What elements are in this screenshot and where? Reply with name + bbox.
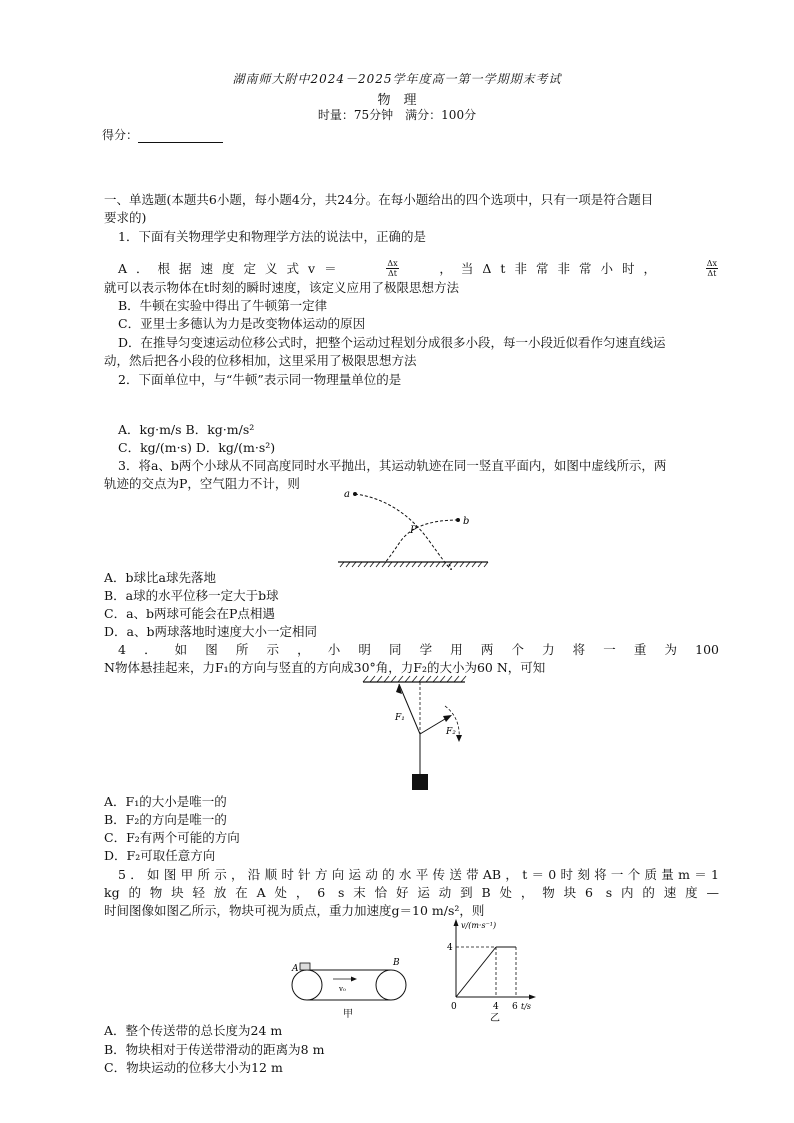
q5-graph-tick-x6: 6 bbox=[512, 1002, 518, 1012]
q4-stem-line1 bbox=[118, 641, 719, 659]
q5-pulley-left bbox=[292, 970, 322, 1000]
q5-caption-yi: 乙 bbox=[490, 1013, 500, 1023]
q4-ceiling-hatch bbox=[363, 676, 466, 682]
q5-graph-xlabel: t/s bbox=[521, 1002, 532, 1011]
q3-ball-a bbox=[353, 492, 357, 496]
q3-trajectory-b bbox=[385, 520, 458, 562]
q2-options-cd: C．kg/(m·s) D．kg/(m·s²) bbox=[118, 440, 276, 455]
q1-fraction-num: Δx bbox=[387, 259, 398, 268]
q3-label-b: b bbox=[463, 516, 470, 527]
score-label-text: 得分： bbox=[102, 128, 139, 142]
q5-pulley-right bbox=[376, 970, 406, 1000]
q3-option-a: A．b球比a球先落地 bbox=[104, 570, 216, 585]
q1-fraction-2 bbox=[706, 259, 718, 278]
q5-option-b: B．物块相对于传送带滑动的距离为8 m bbox=[104, 1042, 325, 1057]
q1-option-d-line1: D．在推导匀变速运动位移公式时，把整个运动过程划分成很多小段，每一小段近似看作匀速直线运 bbox=[118, 335, 666, 350]
q4-weight-block bbox=[412, 774, 428, 790]
q5-graph-ylabel: v/(m·s⁻¹) bbox=[461, 921, 497, 930]
q5-graph-tick-y4: 4 bbox=[447, 943, 453, 953]
q4-stem-line1-text: 4．如图所示，小明同学用两个力将一重为100 bbox=[118, 642, 719, 657]
q3-stem-line1: 3．将a、b两个小球从不同高度同时水平抛出，其运动轨迹在同一竖直平面内，如图中虚线所示，两 bbox=[118, 458, 667, 473]
q5-belt-velocity-arrow bbox=[351, 977, 357, 982]
q5-graph-tick-x4: 4 bbox=[493, 1002, 499, 1012]
q5-stem-line2-text: kg的物块轻放在A处，6 s末恰好运动到B处，物块6 s内的速度— bbox=[104, 885, 719, 900]
q3-trajectory-a bbox=[355, 494, 451, 570]
q4-label-f1: F₁ bbox=[395, 713, 405, 723]
q1-option-b: B．牛顿在实验中得出了牛顿第一定律 bbox=[118, 298, 328, 313]
q5-graph-y-arrow bbox=[454, 919, 459, 926]
q3-option-d: D．a、b两球落地时速度大小一定相同 bbox=[104, 624, 317, 639]
q1-option-c: C．亚里士多德认为力是改变物体运动的原因 bbox=[118, 316, 366, 331]
q3-ground-hatch bbox=[340, 562, 488, 567]
q5-stem-line2 bbox=[104, 884, 719, 902]
q4-force-figure bbox=[355, 672, 475, 794]
q1-fraction2-num: Δx bbox=[706, 259, 717, 268]
score-blank[interactable] bbox=[138, 130, 223, 143]
q4-label-f2: F₂ bbox=[446, 727, 456, 737]
q5-graph-x-arrow bbox=[529, 995, 536, 1000]
section-heading-line2: 要求的) bbox=[104, 210, 147, 225]
q5-conveyor-figure bbox=[285, 955, 415, 1025]
q3-label-a: a bbox=[344, 489, 350, 500]
q5-caption-jia: 甲 bbox=[343, 1009, 353, 1020]
q1-option-d-line2: 动，然后把各小段的位移相加，这里采用了极限思想方法 bbox=[104, 353, 417, 368]
q5-stem-line3: 时间图像如图乙所示，物块可视为质点，重力加速度g＝10 m/s²，则 bbox=[104, 903, 485, 918]
q4-stem-line2: N物体悬挂起来，力F₁的方向与竖直的方向成30°角，力F₂的大小为60 N，可知 bbox=[104, 660, 546, 675]
q4-force-f2-arrow bbox=[443, 715, 452, 722]
q1-fraction2-den: Δt bbox=[707, 269, 717, 278]
q1-a-prefix: A．根据速度定义式v＝ bbox=[118, 260, 346, 276]
section-heading-line1: 一、单选题(本题共6小题，每小题4分，共24分。在每小题给出的四个选项中，只有一项是符合题目 bbox=[104, 192, 654, 207]
time-score-info: 时量：75分钟 满分：100分 bbox=[317, 108, 477, 122]
q2-options-ab: A．kg·m/s B．kg·m/s² bbox=[118, 422, 255, 437]
q5-graph-tick-x0: 0 bbox=[451, 1002, 457, 1012]
q5-label-A: A bbox=[292, 964, 299, 974]
q3-stem-line2: 轨迹的交点为P，空气阻力不计，则 bbox=[104, 476, 300, 491]
subject-title: 物 理 bbox=[377, 93, 417, 108]
q3-option-c: C．a、b两球可能会在P点相遇 bbox=[104, 606, 275, 621]
q2-stem: 2．下面单位中，与“牛顿”表示同一物理量单位的是 bbox=[118, 372, 402, 387]
q1-option-a-line1 bbox=[118, 259, 721, 278]
q3-trajectory-figure bbox=[330, 482, 490, 572]
q4-f2-range-arrow bbox=[456, 735, 462, 742]
q1-a-mid: ，当Δt非常非常小时， bbox=[439, 260, 665, 276]
q3-label-p: P bbox=[410, 525, 417, 536]
q3-option-b: B．a球的水平位移一定大于b球 bbox=[104, 588, 279, 603]
q5-stem-line1-text: 5．如图甲所示，沿顺时针方向运动的水平传送带AB，t＝0时刻将一个质量m＝1 bbox=[118, 867, 719, 882]
q4-option-d: D．F₂可取任意方向 bbox=[104, 848, 216, 863]
q5-option-a: A．整个传送带的总长度为24 m bbox=[104, 1023, 283, 1038]
q4-option-a: A．F₁的大小是唯一的 bbox=[104, 794, 227, 809]
q5-graph-accel-segment bbox=[456, 947, 496, 997]
q5-label-B: B bbox=[393, 958, 400, 968]
q5-vt-graph bbox=[440, 915, 550, 1023]
q4-force-f1-line bbox=[399, 684, 420, 734]
q4-option-b: B．F₂的方向是唯一的 bbox=[104, 812, 227, 827]
q1-fraction-1 bbox=[386, 259, 398, 278]
q5-option-c: C．物块运动的位移大小为12 m bbox=[104, 1060, 283, 1075]
q5-stem-line1 bbox=[118, 866, 719, 884]
q5-block bbox=[300, 963, 310, 970]
score-label bbox=[102, 126, 223, 143]
q1-fraction-den: Δt bbox=[387, 269, 397, 278]
q3-ball-b bbox=[456, 518, 460, 522]
q5-label-v0: v₀ bbox=[339, 985, 346, 993]
q4-option-c: C．F₂有两个可能的方向 bbox=[104, 830, 240, 845]
exam-title: 湖南师大附中2024－2025学年度高一第一学期期末考试 bbox=[232, 72, 562, 86]
q1-option-a-line2: 就可以表示物体在t时刻的瞬时速度，该定义应用了极限思想方法 bbox=[104, 280, 460, 295]
q1-stem: 1．下面有关物理学史和物理学方法的说法中，正确的是 bbox=[118, 229, 426, 244]
